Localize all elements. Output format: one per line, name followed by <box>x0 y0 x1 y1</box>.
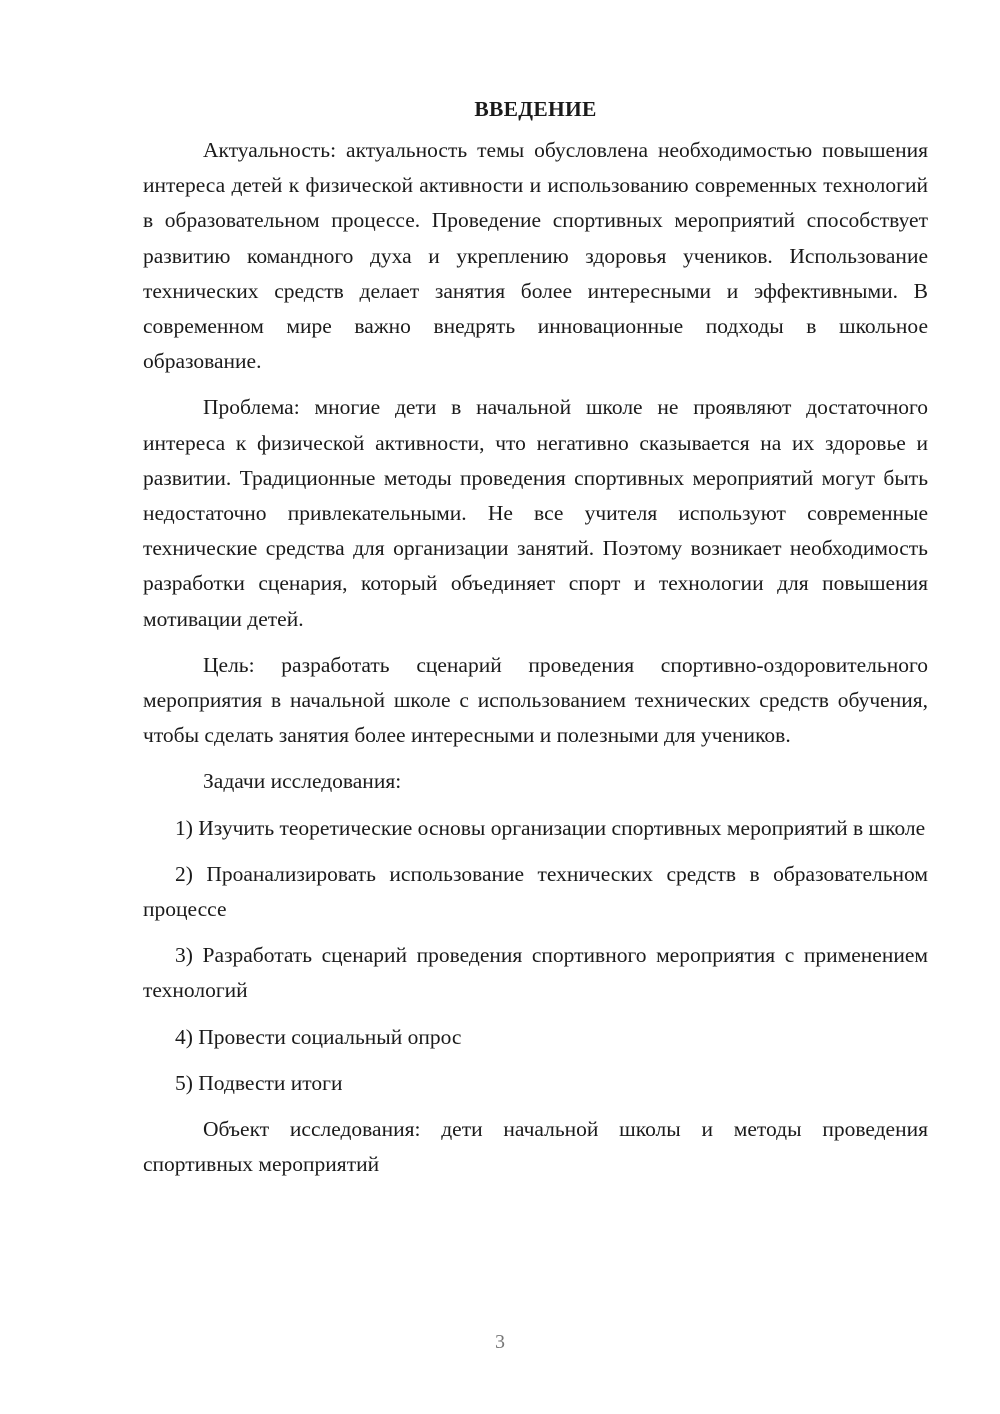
task-item-1: 1) Изучить теоретические основы организации спортивных мероприятий в школе <box>175 815 926 840</box>
object-paragraph: Объект исследования: дети начальной школы и методы проведения спортивных мероприятий <box>143 1117 928 1177</box>
relevance-paragraph: Актуальность: актуальность темы обусловлена необходимостью повышения интереса детей к физической активности и использованию современных технологий в образовательном процессе. Проведение спортивных мероприятий способствует развитию командного духа и укреплению здоровья учеников. Использование технических средств делает занятия более интересными и эффективными. В современном мире важно внедрять инновационные подходы в школьное образование. <box>143 138 928 374</box>
task-item-3: 3) Разработать сценарий проведения спортивного мероприятия с применением технологий <box>143 943 928 1003</box>
task-item-4: 4) Провести социальный опрос <box>175 1024 462 1049</box>
task-item-5: 5) Подвести итоги <box>175 1070 343 1095</box>
page-content <box>143 92 928 1193</box>
goal-paragraph: Цель: разработать сценарий проведения спортивно-оздоровительного мероприятия в начальной школе с использованием технических средств обучения, чтобы сделать занятия более интересными и полезными для учеников. <box>143 652 928 748</box>
page-number: 3 <box>495 1331 505 1353</box>
page-title: ВВЕДЕНИЕ <box>474 97 597 121</box>
problem-paragraph: Проблема: многие дети в начальной школе не проявляют достаточного интереса к физической активности, что негативно сказывается на их здоровье и развитии. Традиционные методы проведения спортивных мероприятий могут быть недостаточно привлекательными. Не все учителя используют современные технические средства для организации занятий. Поэтому возникает необходимость разработки сценария, который объединяет спорт и технологии для повышения мотивации детей. <box>143 395 928 631</box>
tasks-heading: Задачи исследования: <box>203 769 402 794</box>
task-item-2: 2) Проанализировать использование технических средств в образовательном процессе <box>143 861 928 922</box>
